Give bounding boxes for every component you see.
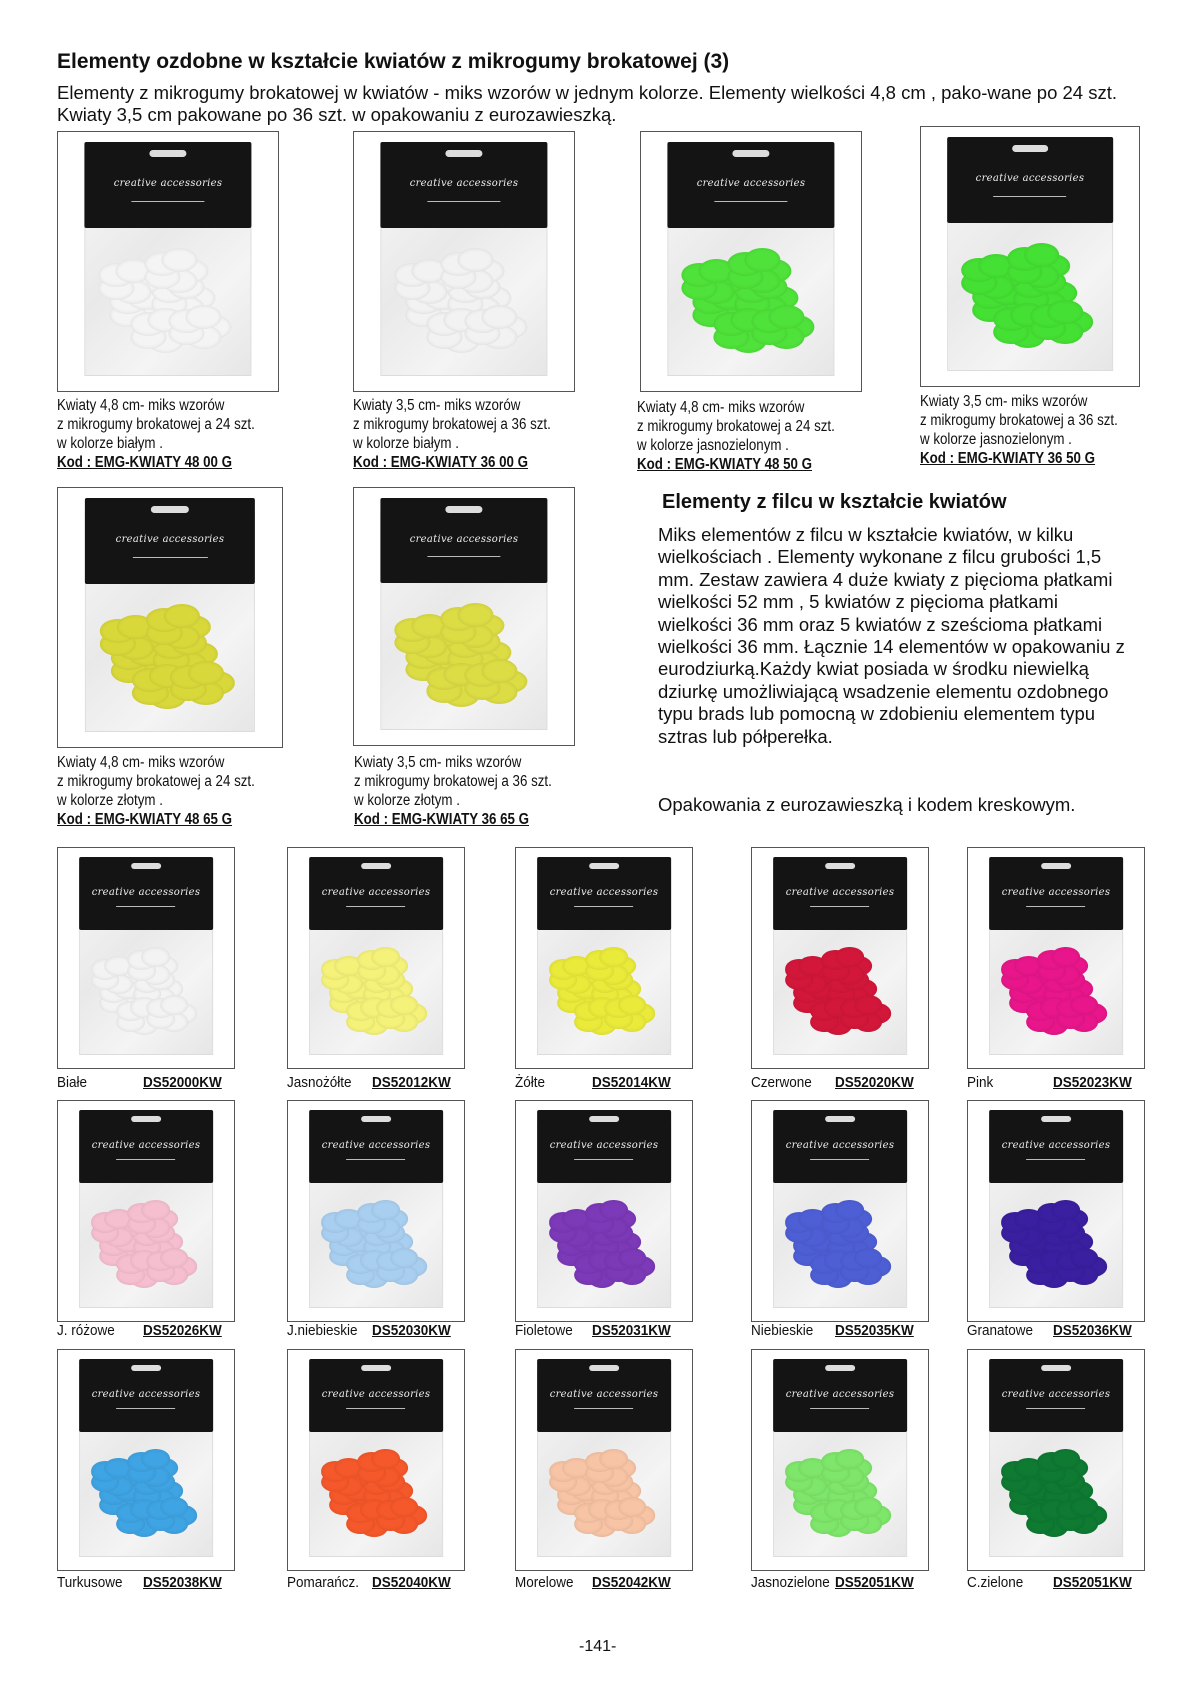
product-package-image <box>773 857 907 1059</box>
flower-petal <box>1051 1200 1080 1220</box>
product-photo <box>515 847 693 1069</box>
product-package-image <box>380 142 547 380</box>
package-header-card <box>309 1359 443 1432</box>
brand-label: creative accessories <box>321 887 431 899</box>
product-code: DS52036KW <box>1053 1322 1132 1339</box>
product-package-image <box>537 1359 671 1561</box>
euro-hanger-hole <box>1041 1116 1070 1122</box>
package-header-card <box>79 857 213 930</box>
product-name: Jasnozielone <box>751 1574 830 1591</box>
flowers-cluster <box>321 1200 432 1292</box>
product-name: Turkusowe <box>57 1574 123 1591</box>
package-header-card <box>85 498 255 584</box>
brand-label: creative accessories <box>91 1140 201 1152</box>
package-header-card <box>537 1110 671 1183</box>
package-header-card <box>989 1110 1123 1183</box>
package-header-card <box>773 857 907 930</box>
product-code: DS52012KW <box>372 1074 451 1091</box>
euro-hanger-hole <box>151 506 188 513</box>
euro-hanger-hole <box>1041 1365 1070 1371</box>
euro-hanger-hole <box>131 1365 160 1371</box>
product-code: Kod : EMG-KWIATY 48 50 G <box>637 456 813 473</box>
flowers-cluster <box>395 249 534 358</box>
product-photo <box>967 1349 1145 1571</box>
flowers-cluster <box>321 947 432 1039</box>
product-caption <box>57 753 255 829</box>
caption-line: w kolorze białym . <box>57 435 163 452</box>
package-header-card <box>84 142 251 228</box>
product-package-image <box>79 1359 213 1561</box>
product-photo <box>751 1349 929 1571</box>
product-photo <box>287 847 465 1069</box>
euro-hanger-hole <box>1012 145 1048 152</box>
flower-petal <box>1051 947 1080 967</box>
product-photo <box>751 1100 929 1322</box>
brand-label: creative accessories <box>975 173 1085 185</box>
product-photo <box>640 131 862 392</box>
ornament-line <box>811 1408 870 1409</box>
caption-line: Kwiaty 4,8 cm- miks wzorów <box>637 399 805 416</box>
product-package-image <box>309 857 443 1059</box>
flower-petal <box>458 248 494 272</box>
product-package-image <box>380 498 547 734</box>
product-photo <box>57 487 283 748</box>
euro-hanger-hole <box>361 1116 390 1122</box>
ornament-line <box>427 201 501 202</box>
product-code: Kod : EMG-KWIATY 36 00 G <box>353 454 529 471</box>
brand-label: creative accessories <box>549 887 659 899</box>
product-code: Kod : EMG-KWIATY 48 65 G <box>57 811 233 828</box>
package-header-card <box>380 498 547 583</box>
flower-petal <box>835 947 864 967</box>
product-name: Niebieskie <box>751 1322 814 1339</box>
package-header-card <box>989 857 1123 930</box>
brand-label: creative accessories <box>321 1389 431 1401</box>
flowers-cluster <box>549 1200 660 1292</box>
product-name: J. różowe <box>57 1322 115 1339</box>
product-package-image <box>989 1110 1123 1312</box>
caption-line: w kolorze złotym . <box>354 792 460 809</box>
ornament-line <box>117 1408 176 1409</box>
flowers-cluster <box>785 1200 896 1292</box>
product-package-image <box>773 1359 907 1561</box>
euro-hanger-hole <box>825 1116 854 1122</box>
product-caption <box>354 753 552 829</box>
ornament-line <box>811 906 870 907</box>
brand-label: creative accessories <box>1001 1389 1111 1401</box>
product-photo <box>57 131 279 392</box>
flowers-cluster <box>961 244 1098 353</box>
flowers-cluster <box>99 249 238 358</box>
caption-line: w kolorze jasnozielonym . <box>637 437 789 454</box>
product-caption <box>353 396 551 472</box>
flowers-cluster <box>682 249 821 358</box>
flower-petal <box>141 1449 170 1469</box>
ornament-line <box>117 1159 176 1160</box>
brand-label: creative accessories <box>91 887 201 899</box>
package-header-card <box>773 1110 907 1183</box>
ornament-line <box>1027 1408 1086 1409</box>
product-package-image <box>989 1359 1123 1561</box>
flowers-cluster <box>549 1449 660 1541</box>
package-header-card <box>79 1110 213 1183</box>
product-code: DS52030KW <box>372 1322 451 1339</box>
product-name: Morelowe <box>515 1574 574 1591</box>
caption-line: z mikrogumy brokatowej a 36 szt. <box>353 416 551 433</box>
ornament-line <box>575 906 634 907</box>
product-caption <box>637 398 835 474</box>
package-header-card <box>380 142 547 228</box>
flowers-cluster <box>1001 947 1112 1039</box>
caption-line: Kwiaty 3,5 cm- miks wzorów <box>920 393 1088 410</box>
product-code: DS52051KW <box>1053 1574 1132 1591</box>
product-package-image <box>79 857 213 1059</box>
euro-hanger-hole <box>733 150 770 157</box>
caption-line: w kolorze jasnozielonym . <box>920 431 1072 448</box>
product-package-image <box>85 498 255 736</box>
flower-petal <box>1051 1449 1080 1469</box>
brand-label: creative accessories <box>1001 1140 1111 1152</box>
product-photo <box>967 1100 1145 1322</box>
product-package-image <box>537 857 671 1059</box>
euro-hanger-hole <box>150 150 187 157</box>
package-header-card <box>667 142 834 228</box>
flower-petal <box>1047 300 1083 324</box>
flowers-cluster <box>395 604 534 712</box>
brand-label: creative accessories <box>409 534 519 545</box>
ornament-line <box>714 201 788 202</box>
euro-hanger-hole <box>361 863 390 869</box>
ornament-line <box>117 906 176 907</box>
brand-label: creative accessories <box>785 887 895 899</box>
product-code: DS52026KW <box>143 1322 222 1339</box>
flower-petal <box>599 1449 628 1469</box>
product-photo <box>515 1100 693 1322</box>
brand-label: creative accessories <box>409 178 519 190</box>
flower-petal <box>141 1200 170 1220</box>
product-name: Jasnożółte <box>287 1074 352 1091</box>
product-name: Żółte <box>515 1074 546 1091</box>
package-header-card <box>773 1359 907 1432</box>
ornament-line <box>1027 1159 1086 1160</box>
product-code: DS52038KW <box>143 1574 222 1591</box>
product-name: J.niebieskie <box>287 1322 358 1339</box>
product-package-image <box>773 1110 907 1312</box>
ornament-line <box>575 1408 634 1409</box>
caption-line: z mikrogumy brokatowej a 24 szt. <box>57 416 255 433</box>
product-code: DS52014KW <box>592 1074 671 1091</box>
package-header-card <box>309 857 443 930</box>
caption-line: Kwiaty 4,8 cm- miks wzorów <box>57 754 225 771</box>
caption-line: Kwiaty 4,8 cm- miks wzorów <box>57 397 225 414</box>
product-photo <box>287 1100 465 1322</box>
product-name: Pink <box>967 1074 994 1091</box>
euro-hanger-hole <box>825 863 854 869</box>
caption-line: z mikrogumy brokatowej a 24 szt. <box>637 418 835 435</box>
ornament-line <box>427 556 501 557</box>
product-package-image <box>84 142 251 380</box>
flower-petal <box>599 1200 628 1220</box>
product-code: DS52042KW <box>592 1574 671 1591</box>
product-name: Fioletowe <box>515 1322 573 1339</box>
product-caption <box>920 392 1118 468</box>
flowers-cluster <box>99 605 240 714</box>
ornament-line <box>994 196 1067 197</box>
product-caption <box>57 396 255 472</box>
flowers-cluster <box>1001 1449 1112 1541</box>
euro-hanger-hole <box>589 1365 618 1371</box>
product-photo <box>353 131 575 392</box>
brand-label: creative accessories <box>785 1140 895 1152</box>
product-photo <box>751 847 929 1069</box>
flowers-cluster <box>1001 1200 1112 1292</box>
caption-line: Kwiaty 3,5 cm- miks wzorów <box>354 754 522 771</box>
euro-hanger-hole <box>446 150 483 157</box>
package-header-card <box>79 1359 213 1432</box>
ornament-line <box>347 906 406 907</box>
product-package-image <box>989 857 1123 1059</box>
product-photo <box>57 847 235 1069</box>
caption-line: z mikrogumy brokatowej a 36 szt. <box>920 412 1118 429</box>
product-package-image <box>667 142 834 380</box>
product-photo <box>57 1100 235 1322</box>
ornament-line <box>347 1408 406 1409</box>
brand-label: creative accessories <box>696 178 806 190</box>
flower-petal <box>163 604 200 628</box>
product-name: Granatowe <box>967 1322 1034 1339</box>
euro-hanger-hole <box>446 506 483 513</box>
product-code: DS52035KW <box>835 1322 914 1339</box>
product-package-image <box>947 137 1113 375</box>
package-header-card <box>537 857 671 930</box>
product-package-image <box>309 1110 443 1312</box>
product-photo <box>920 126 1140 387</box>
euro-hanger-hole <box>131 1116 160 1122</box>
flower-petal <box>599 947 628 967</box>
euro-hanger-hole <box>1041 863 1070 869</box>
flower-petal <box>141 947 170 967</box>
ornament-line <box>1027 906 1086 907</box>
felt-description: Miks elementów z filcu w kształcie kwiatów, w kilku wielkościach . Elementy wykonane z filcu grubości 1,5 mm. Zestaw zawiera 4 duże kwiaty z pięcioma płatkami wielkości 52 mm , 5 kwiatów z pięcioma płatkami wielkości 36 mm oraz 5 kwiatów z sześcioma płatkami wielkości 36 mm. Łącznie 14 elementów w opakowaniu z eurodziurką.Każdy kwiat posiada w środku niewielką dziurkę umożliwiającą wsadzenie elementu ozdobnego typu brads lub pomocną w zdobieniu elementem typu sztras lub półperełka. <box>658 524 1125 747</box>
package-header-card <box>309 1110 443 1183</box>
package-header-card <box>989 1359 1123 1432</box>
euro-hanger-hole <box>825 1365 854 1371</box>
flower-petal <box>371 1200 400 1220</box>
brand-label: creative accessories <box>113 178 223 190</box>
product-package-image <box>309 1359 443 1561</box>
caption-line: w kolorze białym . <box>353 435 459 452</box>
flower-petal <box>835 1449 864 1469</box>
flower-petal <box>162 248 198 272</box>
product-code: DS52051KW <box>835 1574 914 1591</box>
flowers-cluster <box>91 947 202 1039</box>
product-name: Czerwone <box>751 1074 812 1091</box>
flower-petal <box>371 1449 400 1469</box>
ornament-line <box>133 557 208 558</box>
brand-label: creative accessories <box>91 1389 201 1401</box>
flowers-cluster <box>785 947 896 1039</box>
product-code: DS52031KW <box>592 1322 671 1339</box>
brand-label: creative accessories <box>115 534 225 546</box>
flower-petal <box>835 1200 864 1220</box>
flower-petal <box>481 659 517 683</box>
felt-packaging-note: Opakowania z eurozawieszką i kodem kreskowym. <box>658 794 1076 815</box>
product-code: DS52000KW <box>143 1074 222 1091</box>
product-photo <box>287 1349 465 1571</box>
euro-hanger-hole <box>361 1365 390 1371</box>
brand-label: creative accessories <box>549 1140 659 1152</box>
product-code: Kod : EMG-KWIATY 48 00 G <box>57 454 233 471</box>
flowers-cluster <box>549 947 660 1039</box>
product-package-image <box>537 1110 671 1312</box>
product-photo <box>515 1349 693 1571</box>
product-photo <box>57 1349 235 1571</box>
caption-line: Kwiaty 3,5 cm- miks wzorów <box>353 397 521 414</box>
product-name: C.zielone <box>967 1574 1024 1591</box>
page-number: -141- <box>579 1638 617 1655</box>
flower-petal <box>458 603 494 627</box>
product-code: DS52020KW <box>835 1074 914 1091</box>
flowers-cluster <box>91 1449 202 1541</box>
ornament-line <box>347 1159 406 1160</box>
product-code: DS52040KW <box>372 1574 451 1591</box>
product-code: DS52023KW <box>1053 1074 1132 1091</box>
product-name: Białe <box>57 1074 88 1091</box>
product-code: Kod : EMG-KWIATY 36 65 G <box>354 811 530 828</box>
caption-line: z mikrogumy brokatowej a 24 szt. <box>57 773 255 790</box>
brand-label: creative accessories <box>321 1140 431 1152</box>
product-photo <box>967 847 1145 1069</box>
package-header-card <box>537 1359 671 1432</box>
package-header-card <box>947 137 1113 223</box>
flower-petal <box>1024 243 1060 267</box>
brand-label: creative accessories <box>1001 887 1111 899</box>
brand-label: creative accessories <box>549 1389 659 1401</box>
caption-line: z mikrogumy brokatowej a 36 szt. <box>354 773 552 790</box>
product-photo <box>353 487 575 746</box>
product-code: Kod : EMG-KWIATY 36 50 G <box>920 450 1096 467</box>
caption-line: w kolorze złotym . <box>57 792 163 809</box>
flower-petal <box>745 248 781 272</box>
page-title: Elementy ozdobne w kształcie kwiatów z mikrogumy brokatowej (3) <box>57 50 730 73</box>
flower-petal <box>371 947 400 967</box>
ornament-line <box>811 1159 870 1160</box>
felt-section-title: Elementy z filcu w kształcie kwiatów <box>662 491 1007 513</box>
product-package-image <box>79 1110 213 1312</box>
product-name: Pomarańcz. <box>287 1574 360 1591</box>
intro-text: Elementy z mikrogumy brokatowej w kwiatów - miks wzorów w jednym kolorze. Elementy wielkości 4,8 cm , pako-wane po 24 szt. Kwiaty 3,5 cm pakowane po 36 szt. w opakowaniu z eurozawieszką. <box>57 82 1118 125</box>
ornament-line <box>575 1159 634 1160</box>
ornament-line <box>131 201 205 202</box>
flowers-cluster <box>91 1200 202 1292</box>
flowers-cluster <box>785 1449 896 1541</box>
brand-label: creative accessories <box>785 1389 895 1401</box>
euro-hanger-hole <box>589 863 618 869</box>
flowers-cluster <box>321 1449 432 1541</box>
euro-hanger-hole <box>131 863 160 869</box>
euro-hanger-hole <box>589 1116 618 1122</box>
